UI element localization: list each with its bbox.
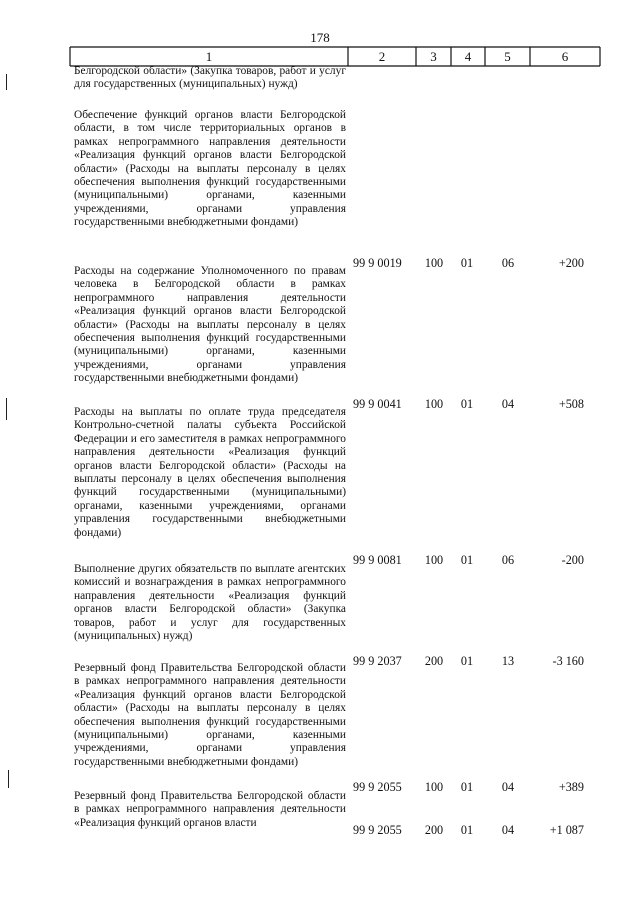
- row-description: Выполнение других обязательств по выплате агентских комиссий и вознаграждения в рамках непрограммного направления деятельности «Реализация функций органов власти Белгородской области» (Закупка товаров, работ и услуг для государственных (муниципальных) нужд): [74, 563, 346, 643]
- expense-type: 100: [424, 780, 444, 794]
- column-header-2: 2: [378, 48, 386, 64]
- amount: +389: [558, 780, 584, 794]
- subsection: 06: [501, 256, 515, 270]
- column-header-6: 6: [561, 48, 569, 64]
- column-header-1: 1: [205, 48, 213, 64]
- section: 01: [460, 654, 474, 668]
- expense-type: 200: [424, 823, 444, 837]
- row-description: Обеспечение функций органов власти Белгородской области, в том числе территориальных органов в рамках непрограммного направления деятельности «Реализация функций органов власти Белгородской области» (Расходы на выплаты персоналу в целях обеспечения выполнения функций государственными (муниципальными) органами, казенными учреждениями, органами управления государственными внебюджетными фондами): [74, 109, 346, 229]
- target-code: 99 9 0019: [353, 256, 402, 270]
- amount: +1 087: [549, 823, 584, 837]
- amount: -200: [561, 553, 584, 567]
- section: 01: [460, 780, 474, 794]
- column-header-5: 5: [504, 48, 511, 64]
- subsection: 13: [501, 654, 515, 668]
- subsection: 04: [501, 780, 515, 794]
- row-description: Расходы на выплаты по оплате труда председателя Контрольно-счетной палаты субъекта Российской Федерации и его заместителя в рамках непрограммного направления деятельности «Реализация функций органов власти Белгородской области» (Расходы на выплаты персоналу в целях обеспечения выполнения функций государственными (муниципальными) органами, казенными учреждениями, органами управления государственными внебюджетными фондами): [74, 406, 346, 539]
- target-code: 99 9 0081: [353, 553, 402, 567]
- section: 01: [460, 256, 474, 270]
- expense-type: 200: [424, 654, 444, 668]
- row-description: Расходы на содержание Уполномоченного по правам человека в Белгородской области в рамках непрограммного направления деятельности «Реализация функций органов власти Белгородской области» (Расходы на выплаты персоналу в целях обеспечения выполнения функций государственными (муниципальными) органами, казенными учреждениями, органами управления государственными внебюджетными фондами): [74, 265, 346, 385]
- expense-type: 100: [424, 553, 444, 567]
- expense-type: 100: [424, 256, 444, 270]
- row-description: Белгородской области» (Закупка товаров, работ и услуг для государственных (муниципальных) нужд): [74, 65, 346, 91]
- subsection: 04: [501, 397, 515, 411]
- target-code: 99 9 2037: [353, 654, 402, 668]
- row-description: Резервный фонд Правительства Белгородской области в рамках непрограммного направления деятельности «Реализация функций органов власти: [74, 790, 346, 829]
- subsection: 06: [501, 553, 515, 567]
- page-number: 178: [310, 30, 330, 45]
- column-header-4: 4: [464, 48, 472, 64]
- target-code: 99 9 0041: [353, 397, 402, 411]
- subsection: 04: [501, 823, 515, 837]
- amount: -3 160: [552, 654, 584, 668]
- target-code: 99 9 2055: [353, 823, 402, 837]
- row-description: Резервный фонд Правительства Белгородской области в рамках непрограммного направления деятельности «Реализация функций органов власти Белгородской области» (Расходы на выплаты персоналу в целях обеспечения выполнения функций государственными (муниципальными) органами, казенными учреждениями, органами управления государственными внебюджетными фондами): [74, 662, 346, 768]
- expense-type: 100: [424, 397, 444, 411]
- column-header-3: 3: [430, 48, 437, 64]
- section: 01: [460, 397, 474, 411]
- amount: +200: [558, 256, 584, 270]
- amount: +508: [558, 397, 584, 411]
- section: 01: [460, 823, 474, 837]
- section: 01: [460, 553, 474, 567]
- target-code: 99 9 2055: [353, 780, 402, 794]
